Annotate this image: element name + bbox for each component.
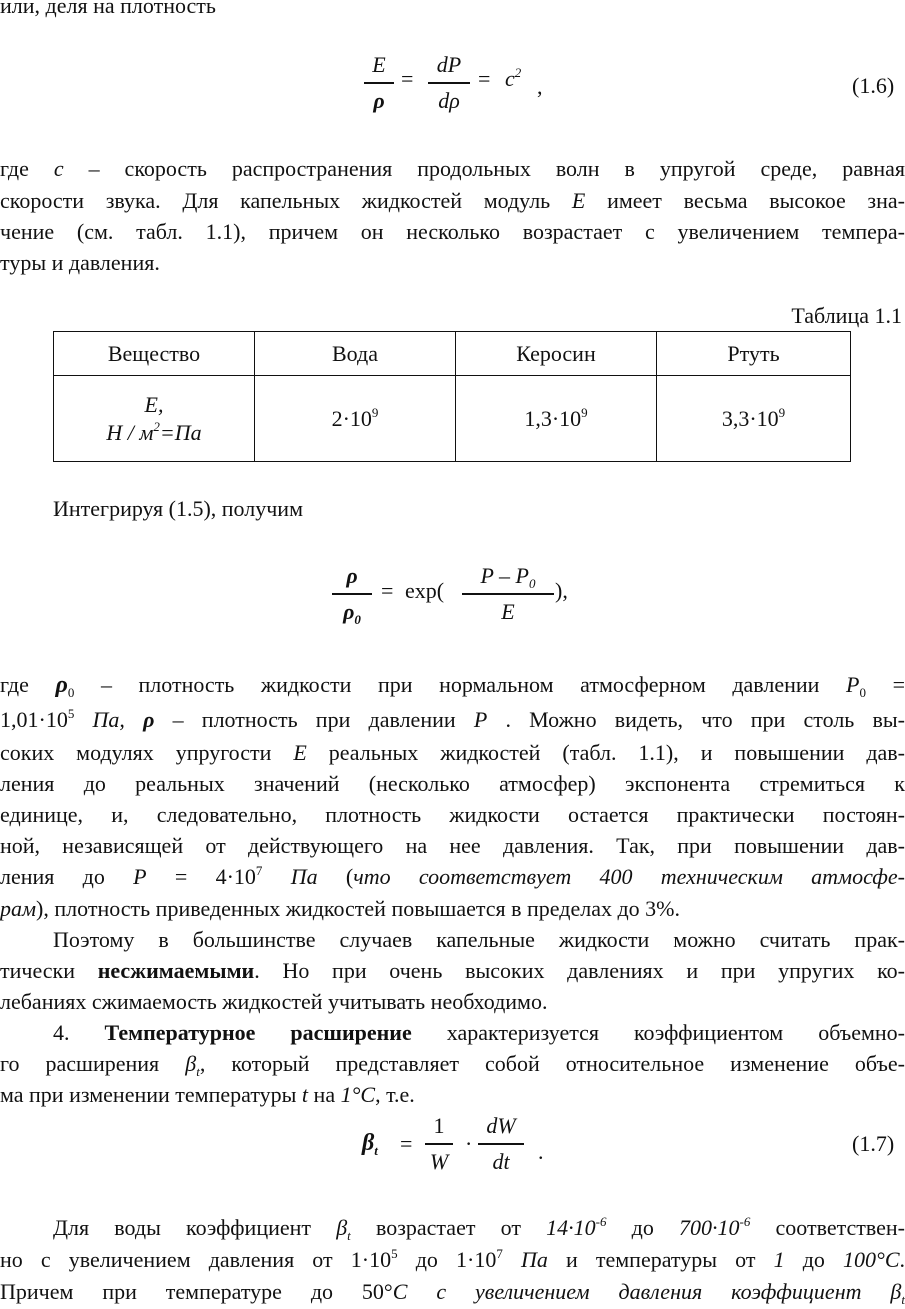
table-row-label: E, $Н / м^2=Па$ bbox=[54, 376, 255, 462]
eqexp-rhs-num: P – $P_0$ bbox=[480, 563, 536, 591]
para2-line-7: ления до $P = 4\cdot 10^7$ Па (что соответствует 400 техническим атмосфе- bbox=[0, 863, 905, 889]
eq16-equals-1: = bbox=[401, 66, 414, 91]
eq17-fraction-2 bbox=[478, 1111, 524, 1177]
eqexp-rhs-fraction bbox=[462, 561, 554, 627]
properties-table bbox=[53, 331, 851, 462]
eq16-comma: , bbox=[537, 74, 543, 99]
table-cell-kerosene: $1,3\cdot 10^9$ bbox=[456, 376, 657, 462]
eq16-label: (1.6) bbox=[852, 73, 895, 98]
eq17-f1-num: 1 bbox=[433, 1113, 445, 1138]
eq17-label: (1.7) bbox=[852, 1131, 895, 1156]
eq16-lhs-fraction bbox=[364, 50, 394, 116]
para3-line-3: лебаниях сжимаемость жидкостей учитывать необходимо. bbox=[0, 989, 548, 1014]
eqexp-lhs-num: ρ bbox=[346, 563, 358, 588]
para4-line-3: ма при изменении температуры t на 1°С, т.е. bbox=[0, 1082, 415, 1107]
para2-line-2: $1,01\cdot 10^5$ Па, ρ – плотность при давлении P . Можно видеть, что при столь вы- bbox=[0, 706, 905, 732]
para1-line-4: туры и давления. bbox=[0, 250, 160, 275]
table-header-cell: Ртуть bbox=[657, 332, 851, 376]
para1-line-2: скорости звука. Для капельных жидкостей модуль E имеет весьма высокое зна- bbox=[0, 188, 905, 213]
eqexp-func: exp( bbox=[405, 578, 445, 603]
para5-line-2: но с увеличением давления от $1\cdot 10^5$ до $1\cdot 10^7$ Па и температуры от 1 до 100°С. bbox=[0, 1246, 905, 1272]
eqexp-lhs-fraction bbox=[332, 561, 372, 627]
eq16-mid-num: dP bbox=[436, 52, 462, 77]
table-cell-water: $2\cdot 10^9$ bbox=[255, 376, 456, 462]
para4-line-1: 4. Температурное расширение характеризуется коэффициентом объемно- bbox=[53, 1020, 905, 1045]
para5-line-3: Причем при температуре до 50°С с увеличением давления коэффициент $\beta_t$ bbox=[0, 1279, 905, 1307]
para3-line-2: тически несжимаемыми. Но при очень высоких давлениях и при упругих ко- bbox=[0, 958, 905, 983]
eq16-equals-2: = bbox=[478, 66, 491, 91]
para1-line-3: чение (см. табл. 1.1), причем он несколько возрастает с увеличением темпера- bbox=[0, 219, 905, 244]
para2-line-1: где $\rho_0$ – плотность жидкости при нормальном атмосферном давлении $P_0$ = bbox=[0, 672, 905, 700]
eqexp-lhs-den: $\rho_0$ bbox=[343, 598, 361, 627]
eq16-lhs-den: ρ bbox=[373, 87, 385, 113]
eq17-period: . bbox=[538, 1139, 544, 1164]
table-header-row bbox=[54, 332, 851, 376]
eqexp-rhs-den: E bbox=[501, 598, 515, 624]
eq17-dot: · bbox=[465, 1131, 473, 1156]
para2-line-3: соких модулях упругости E реальных жидкостей (табл. 1.1), и повышении дав- bbox=[0, 740, 905, 765]
table-header-cell: Вещество bbox=[54, 332, 255, 376]
eq16-rhs: $c^2$ bbox=[505, 65, 522, 91]
eq17-equals: = bbox=[400, 1131, 413, 1156]
para2-line-5: единице, и, следовательно, плотность жидкости остается практически постоян- bbox=[0, 802, 905, 827]
integrating-line: Интегрируя (1.5), получим bbox=[53, 496, 303, 521]
para2-line-6: ной, независящей от действующего на нее давления. Так, при повышении дав- bbox=[0, 833, 905, 858]
eqexp-equals: = bbox=[381, 578, 394, 603]
para4-line-2: го расширения $\beta_t$, который представляет собой относительное изменение объе- bbox=[0, 1051, 905, 1079]
para3-line-1: Поэтому в большинстве случаев капельные жидкости можно считать прак- bbox=[53, 927, 905, 952]
para2-line-8: рам), плотность приведенных жидкостей повышается в пределах до 3%. bbox=[0, 896, 680, 921]
table-row bbox=[54, 376, 851, 462]
top-line: или, деля на плотность bbox=[0, 0, 216, 18]
eq17-f2-num: dW bbox=[486, 1113, 516, 1138]
eqexp-close: ), bbox=[555, 578, 568, 603]
eq16-mid-fraction bbox=[428, 50, 470, 116]
para5-line-1: Для воды коэффициент $\beta_t$ возрастает от $14\cdot 10^{-6}$ до $700\cdot 10^{-6}$ соответствен- bbox=[53, 1214, 905, 1243]
para1-line-1: где c – скорость распространения продольных волн в упругой среде, равная bbox=[0, 156, 905, 181]
table-caption: Таблица 1.1 bbox=[791, 303, 902, 328]
eq17-lhs: $\beta_t$ bbox=[362, 1130, 378, 1158]
table-header-cell: Керосин bbox=[456, 332, 657, 376]
eq17-f2-den: dt bbox=[492, 1148, 510, 1174]
table-header-cell: Вода bbox=[255, 332, 456, 376]
eq17-fraction-1 bbox=[425, 1111, 453, 1177]
para2-line-4: ления до реальных значений (несколько атмосфер) экспонента стремиться к bbox=[0, 771, 905, 796]
eq16-lhs-num: E bbox=[372, 52, 386, 77]
table-cell-mercury: $3,3\cdot 10^9$ bbox=[657, 376, 851, 462]
eq17-f1-den: W bbox=[429, 1148, 449, 1174]
eq16-mid-den: dρ bbox=[438, 87, 460, 113]
